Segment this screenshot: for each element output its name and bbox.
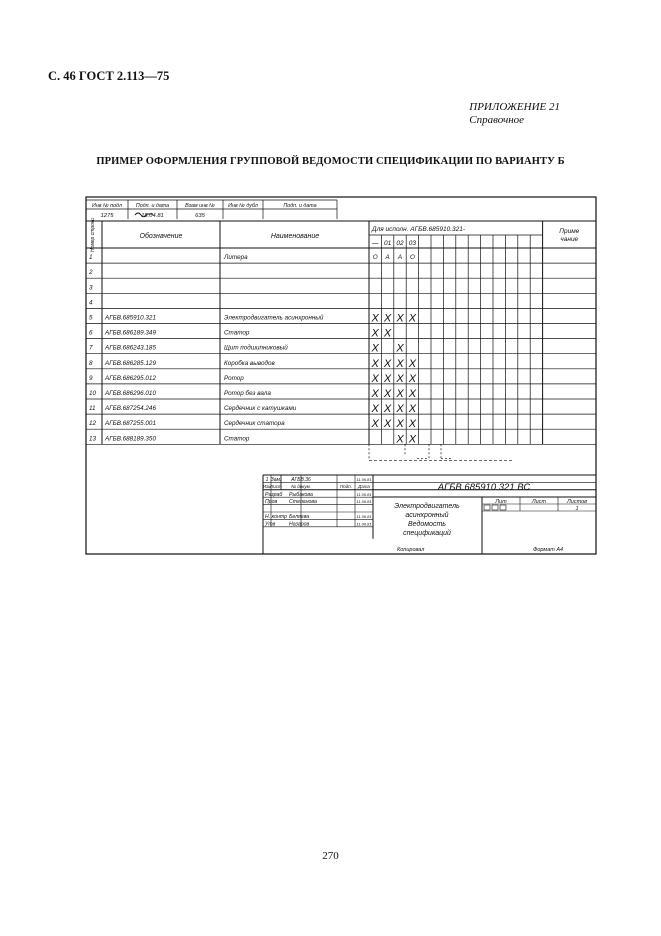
row-number-7: 7 <box>89 344 93 352</box>
page-header: С. 46 ГОСТ 2.113—75 <box>48 69 170 83</box>
row-mark-5-3: X <box>408 312 417 325</box>
row-mark-1-0: О <box>372 254 378 262</box>
rev-num: 1 <box>265 477 269 483</box>
lit-box-1 <box>492 505 498 510</box>
stamp-value-1: 18.04.81 <box>141 213 164 219</box>
row-mark-6-0: X <box>371 327 379 340</box>
row-designation-10: АГБВ.686296.010 <box>105 390 156 397</box>
row-mark-10-1: X <box>383 388 392 400</box>
row-number-10: 10 <box>89 390 97 397</box>
stamp-value-0: 1275 <box>100 213 114 219</box>
row-mark-10-0: X <box>371 388 379 400</box>
row-mark-9-3: X <box>408 372 417 385</box>
format-label: Формат А4 <box>533 547 564 553</box>
row-mark-5-2: X <box>396 312 404 325</box>
rev-h-list: Лист <box>270 484 282 489</box>
row-designation-12: АГБВ.687255.001 <box>105 420 156 428</box>
stamp-header-0: Инв № подл <box>92 203 122 209</box>
signer-date-4: 11.06.81 <box>356 521 372 527</box>
signer-name-1: Степанова <box>289 499 317 506</box>
row-name-13: Статор <box>224 435 250 443</box>
signer-date-1: 11.06.81 <box>356 499 372 505</box>
row-mark-5-1: X <box>383 312 392 325</box>
row-designation-8: АГБВ.686285.129 <box>105 359 156 367</box>
row-mark-7-0: X <box>371 342 379 355</box>
rev-h-izm: Изм <box>262 484 272 489</box>
row-number-5: 5 <box>89 314 93 322</box>
row-designation-11: АГБВ.687254.246 <box>105 405 156 413</box>
stamp-value-2: 635 <box>195 213 205 219</box>
row-number-2: 2 <box>89 269 93 277</box>
row-name-11: Сердечник с катушками <box>224 405 297 413</box>
row-designation-7: АГБВ.686243.185 <box>105 344 156 352</box>
appendix-subtitle: Справочное <box>469 114 525 126</box>
row-mark-8-3: X <box>408 357 417 370</box>
row-mark-12-2: X <box>396 418 404 431</box>
row-name-1: Литера <box>224 254 248 262</box>
row-name-12: Сердечник статора <box>224 420 285 428</box>
row-number-3: 3 <box>89 284 93 292</box>
row-mark-6-1: X <box>383 327 392 340</box>
row-mark-5-0: X <box>371 312 379 325</box>
row-designation-5: АГБВ.685910.321 <box>105 314 156 322</box>
row-number-13: 13 <box>89 435 97 443</box>
row-mark-10-3: X <box>408 388 417 400</box>
variant-label-3: 03 <box>408 240 417 247</box>
sheets-label: Листов <box>566 499 588 505</box>
titleblock-name-2: Ведомость <box>408 521 446 528</box>
signer-role-0: Разраб <box>265 491 283 498</box>
spec-sheet <box>75 185 600 558</box>
signer-role-1: Пров <box>265 499 278 506</box>
signer-role-3: Н. контр <box>265 514 287 520</box>
row-name-8: Коробка выводов <box>224 359 275 367</box>
sheets-value: 1 <box>575 506 579 512</box>
stamp-header-3: Инв № дубл <box>228 203 258 209</box>
sheet-label: Лист <box>531 499 547 505</box>
row-mark-9-2: X <box>396 372 404 385</box>
lit-box-2 <box>500 505 506 510</box>
variant-label-2: 02 <box>396 240 404 247</box>
row-mark-11-1: X <box>383 403 392 416</box>
header-note-1: Приме <box>559 228 580 235</box>
lit-label: Лит <box>495 499 507 505</box>
copied-label: Копировал <box>397 547 425 553</box>
signer-date-0: 11.06.81 <box>356 491 372 497</box>
row-number-6: 6 <box>89 329 93 337</box>
rev-doc: АГБВ.36 <box>291 477 311 483</box>
header-name: Наименование <box>270 233 320 240</box>
row-designation-6: АГБВ.686189.349 <box>105 329 156 337</box>
signer-role-4: Утв <box>265 521 276 528</box>
header-note-2: чание <box>560 236 579 243</box>
stamp-header-4: Подп. и дата <box>283 203 317 209</box>
appendix-label <box>469 101 560 127</box>
stamp-header-2: Взам инв № <box>185 203 215 209</box>
rev-h-doc: № докум. <box>291 484 311 489</box>
row-designation-13: АГБВ.688189.350 <box>105 435 156 443</box>
row-number-11: 11 <box>89 405 96 413</box>
appendix-title: ПРИЛОЖЕНИЕ 21 <box>469 101 560 113</box>
signer-name-4: Назаров <box>289 521 310 528</box>
row-mark-10-2: X <box>396 388 404 400</box>
row-mark-9-0: X <box>371 372 379 385</box>
variant-label-1: 01 <box>383 240 392 247</box>
row-name-6: Статор <box>224 329 250 337</box>
row-mark-11-2: X <box>396 403 404 416</box>
rev-date: 11.06.81 <box>356 477 372 482</box>
row-mark-1-1: А <box>385 254 390 262</box>
signer-date-3: 11.06.81 <box>356 514 372 519</box>
row-name-5: Электродвигатель асинхронный <box>224 314 324 322</box>
row-mark-7-2: X <box>396 342 404 355</box>
row-number-12: 12 <box>89 420 97 428</box>
row-name-9: Ротор <box>224 374 244 382</box>
sheet-frame <box>86 197 596 554</box>
row-name-10: Ротор без вала <box>224 390 271 397</box>
spec-sheet-drawing <box>75 185 600 558</box>
row-mark-8-1: X <box>383 357 392 370</box>
titleblock-name-3: спецификаций <box>403 530 451 537</box>
row-number-1: 1 <box>89 254 93 262</box>
row-mark-12-0: X <box>371 418 379 431</box>
row-number-4: 4 <box>89 299 93 307</box>
signer-name-0: Рыбакова <box>289 491 313 498</box>
row-mark-8-0: X <box>371 357 379 370</box>
row-mark-1-3: О <box>409 254 415 262</box>
titleblock-designation: АГБВ.685910.321 ВС <box>437 482 531 493</box>
row-name-7: Щит подшипниковый <box>224 344 288 352</box>
row-designation-9: АГБВ.686295.012 <box>105 374 156 382</box>
rev-h-sign: Подп. <box>340 484 352 489</box>
row-mark-13-2: X <box>396 433 404 446</box>
row-mark-8-2: X <box>396 357 404 370</box>
row-mark-11-3: X <box>408 403 417 416</box>
row-mark-11-0: X <box>371 403 379 416</box>
stamp-header-1: Подп. и дата <box>135 203 170 209</box>
titleblock-name-1: асинхронный <box>405 512 449 519</box>
row-number-8: 8 <box>89 359 93 367</box>
row-mark-13-3: X <box>408 433 417 446</box>
row-mark-9-1: X <box>383 372 392 385</box>
row-mark-1-2: А <box>397 254 403 262</box>
row-mark-12-3: X <box>408 418 417 431</box>
document-title: ПРИМЕР ОФОРМЛЕНИЯ ГРУППОВОЙ ВЕДОМОСТИ СПЕЦИФИКАЦИИ ПО ВАРИАНТУ Б <box>96 156 565 167</box>
rev-sheet: Зам. <box>270 477 282 483</box>
titleblock-name-0: Электродвигатель <box>394 503 460 510</box>
row-number-9: 9 <box>89 374 93 382</box>
lit-box-0 <box>484 505 490 510</box>
header-designation: Обозначение <box>139 233 183 240</box>
page-number: 270 <box>322 850 339 862</box>
signer-name-3: Беляева <box>289 514 310 520</box>
variant-label-0: — <box>371 240 379 247</box>
rev-h-date: Дата <box>358 484 370 489</box>
row-mark-12-1: X <box>383 418 392 431</box>
header-pos: Номер строки <box>90 217 96 253</box>
header-variants: Для исполн. АГБВ.685910.321- <box>372 226 466 233</box>
